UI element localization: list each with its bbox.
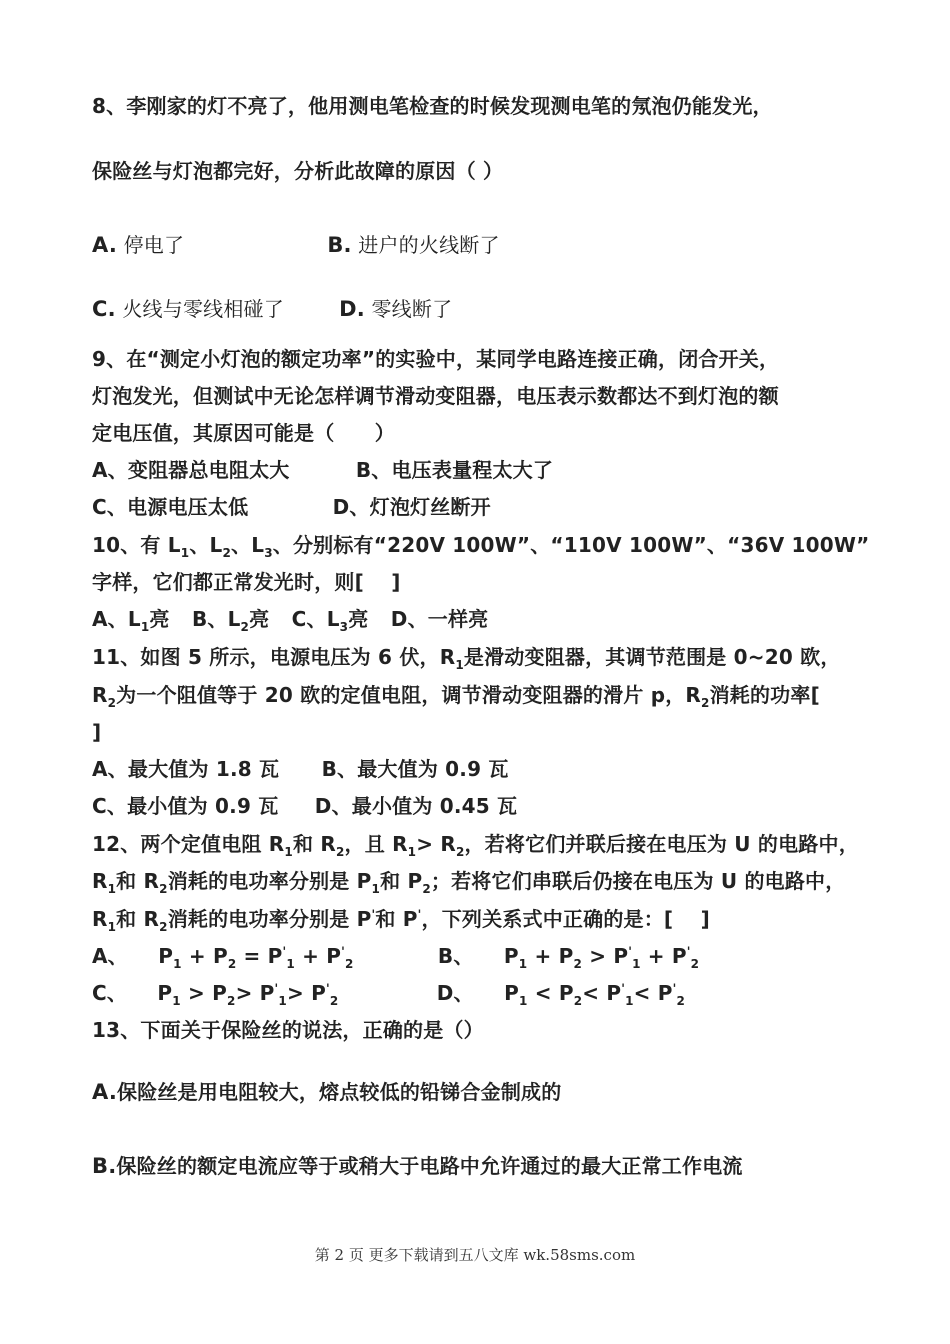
q12-text: R xyxy=(92,907,108,931)
q13-option-a-letter: A. xyxy=(92,1080,118,1104)
q10-sub: 3 xyxy=(264,546,273,560)
q9-line-2: 灯泡发光，但测试中无论怎样调节滑动变阻器，电压表示数都达不到灯泡的额 xyxy=(92,384,779,408)
q12-sup: ' xyxy=(417,907,422,922)
q13-line-1: 13、下面关于保险丝的说法，正确的是（） xyxy=(92,1018,484,1042)
q11-options-ab xyxy=(92,756,509,782)
q12-text: ，且 R xyxy=(344,832,408,856)
q10-line-2: 字样，它们都正常发光时，则[ ] xyxy=(92,570,401,594)
q12-sub: 2 xyxy=(159,882,168,896)
q12-option-c-label: C、 xyxy=(92,981,128,1005)
q12-text: > R xyxy=(416,832,456,856)
q10-option-c: C、L xyxy=(291,607,340,631)
q12-sub: 1 xyxy=(107,920,117,934)
q9-options-ab xyxy=(92,457,553,483)
q12-sub: 1 xyxy=(284,845,293,859)
q8-option-b-text: 进户的火线断了 xyxy=(358,233,500,257)
q11-sub: 2 xyxy=(701,696,710,710)
q12-option-d-formula: $P_1 < P_2< P'_1< P'_2$ xyxy=(504,981,686,1008)
q12-sub: 2 xyxy=(455,845,465,859)
q12-sub: 2 xyxy=(335,845,345,859)
q11-text: 为一个阻值等于 20 欧的定值电阻，调节滑动变阻器的滑片 p，R xyxy=(116,683,702,707)
q9-option-a: A、变阻器总电阻太大 xyxy=(92,458,290,482)
q8-line-2: 保险丝与灯泡都完好，分析此故障的原因（ ） xyxy=(92,159,504,183)
q10-sub: 1 xyxy=(140,620,150,634)
q10-option-b: B、L xyxy=(191,607,241,631)
q10-option-c-end: 亮 xyxy=(348,607,369,631)
q13-option-a xyxy=(92,1079,561,1105)
q11-text: 消耗的功率[ xyxy=(709,683,820,707)
q11-line-2 xyxy=(92,682,820,708)
q8-option-d-letter: D. xyxy=(339,297,365,321)
q8-options-cd xyxy=(92,296,452,322)
q12-text: 和 R xyxy=(116,907,160,931)
q10-option-a-end: 亮 xyxy=(149,607,170,631)
q8-option-a-letter: A. xyxy=(92,233,118,257)
q9-option-d: D、灯泡灯丝断开 xyxy=(332,495,491,519)
q12-text: 和 P xyxy=(380,869,423,893)
q12-option-d-label: D、 xyxy=(436,981,474,1005)
q12-text: ；若将它们串联后仍接在电压为 U 的电路中， xyxy=(430,869,846,893)
q10-text: 10、有 L xyxy=(92,533,181,557)
q10-text: 、分别标有“220V 100W”、“110V 100W”、“36V 100W” xyxy=(272,533,870,557)
q9-option-c: C、电源电压太低 xyxy=(92,495,249,519)
q12-options-cd xyxy=(92,980,685,1006)
q8-option-b-letter: B. xyxy=(327,233,352,257)
q10-text: 、L xyxy=(231,533,265,557)
q11-option-c: C、最小值为 0.9 瓦 xyxy=(92,794,279,818)
q12-option-b-label: B、 xyxy=(437,944,474,968)
q12-line-3 xyxy=(92,906,710,932)
q8-option-a-text: 停电了 xyxy=(123,233,185,257)
q12-options-ab xyxy=(92,943,699,969)
q8-option-d-text: 零线断了 xyxy=(371,297,453,321)
q8-options-ab xyxy=(92,232,500,258)
q12-sub: 1 xyxy=(407,845,417,859)
q8-option-c-text: 火线与零线相碰了 xyxy=(122,297,284,321)
q11-option-a: A、最大值为 1.8 瓦 xyxy=(92,757,280,781)
q13-option-b-letter: B. xyxy=(92,1154,117,1178)
q11-line-3: ] xyxy=(92,720,102,744)
q12-option-b-formula: $P_1 + P_2 > P'_1 + P'_2$ xyxy=(503,944,700,971)
q11-option-b: B、最大值为 0.9 瓦 xyxy=(321,757,509,781)
page-footer: 第 2 页 更多下载请到五八文库 wk.58sms.com xyxy=(314,1246,636,1264)
q12-sub: 1 xyxy=(107,882,117,896)
q10-options xyxy=(92,606,488,632)
q9-line-3: 定电压值，其原因可能是（ ） xyxy=(92,421,395,445)
q10-option-d: D、一样亮 xyxy=(390,607,489,631)
q10-sub: 2 xyxy=(240,620,250,634)
q12-text: 和 R xyxy=(116,869,160,893)
q10-sub: 3 xyxy=(339,620,349,634)
q12-line-2 xyxy=(92,868,845,894)
q13-option-b-text: 保险丝的额定电流应等于或稍大于电路中允许通过的最大正常工作电流 xyxy=(116,1154,743,1178)
q10-sub: 1 xyxy=(180,546,190,560)
q10-text: 、L xyxy=(189,533,223,557)
q11-sub: 1 xyxy=(455,658,464,672)
q12-option-a-label: A、 xyxy=(92,944,128,968)
q12-sub: 2 xyxy=(159,920,168,934)
q8-line-1: 8、李刚家的灯不亮了，他用测电笔检查的时候发现测电笔的氖泡仍能发光， xyxy=(92,94,773,118)
q11-line-1 xyxy=(92,644,841,670)
q11-sub: 2 xyxy=(107,696,117,710)
q12-line-1 xyxy=(92,831,859,857)
q12-sub: 1 xyxy=(371,882,381,896)
q12-text: ，若将它们并联后接在电压为 U 的电路中， xyxy=(464,832,859,856)
q9-options-cd xyxy=(92,494,491,520)
q12-text: 12、两个定值电阻 R xyxy=(92,832,285,856)
q12-sub: 2 xyxy=(422,882,431,896)
q10-option-a: A、L xyxy=(92,607,141,631)
q12-text: R xyxy=(92,869,108,893)
q9-option-b: B、电压表量程太大了 xyxy=(355,458,554,482)
q11-option-d: D、最小值为 0.45 瓦 xyxy=(314,794,518,818)
q11-text: 是滑动变阻器，其调节范围是 0~20 欧， xyxy=(463,645,841,669)
q12-text: ，下列关系式中正确的是：[ ] xyxy=(421,907,710,931)
q11-options-cd xyxy=(92,793,517,819)
q12-text: 消耗的电功率分别是 P xyxy=(167,869,372,893)
q12-sup: ' xyxy=(371,907,376,922)
q9-line-1: 9、在“测定小灯泡的额定功率”的实验中，某同学电路连接正确，闭合开关， xyxy=(92,347,780,371)
q12-option-c-formula: $P_1 > P_2> P'_1> P'_2$ xyxy=(157,981,339,1008)
q12-text: 消耗的电功率分别是 P xyxy=(167,907,372,931)
q13-option-a-text: 保险丝是用电阻较大，熔点较低的铅锑合金制成的 xyxy=(117,1080,562,1104)
q12-option-a-formula: $P_1 + P_2 = P'_1 + P'_2$ xyxy=(158,944,354,971)
q10-option-b-end: 亮 xyxy=(249,607,270,631)
q12-text: 和 R xyxy=(292,832,336,856)
q12-text: 和 P xyxy=(375,907,418,931)
q13-option-b xyxy=(92,1153,743,1179)
q10-sub: 2 xyxy=(222,546,232,560)
q10-line-1 xyxy=(92,532,870,558)
q8-option-c-letter: C. xyxy=(92,297,116,321)
q11-text: R xyxy=(92,683,108,707)
q11-text: 11、如图 5 所示，电源电压为 6 伏，R xyxy=(92,645,456,669)
